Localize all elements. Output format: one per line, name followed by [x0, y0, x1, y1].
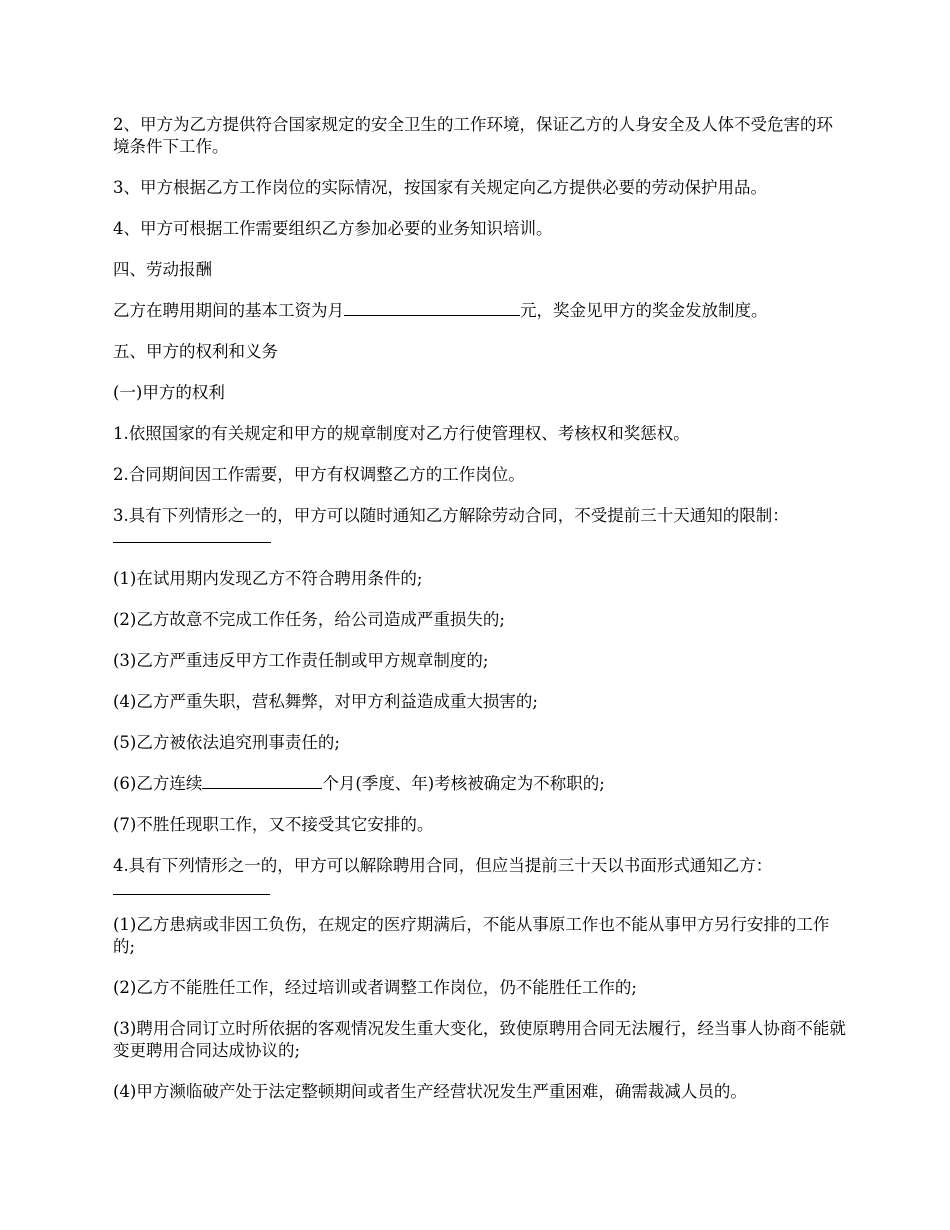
- consecutive-months-blank: [202, 773, 322, 789]
- consecutive-text-before: (6)乙方连续: [113, 774, 203, 793]
- paragraph-management-rights: 1.依照国家的有关规定和甲方的规章制度对乙方行使管理权、考核权和奖惩权。: [113, 424, 690, 443]
- paragraph-protective-equipment: 3、甲方根据乙方工作岗位的实际情况，按国家有关规定向乙方提供必要的劳动保护用品。: [113, 178, 767, 197]
- paragraph-adjust-position: 2.合同期间因工作需要，甲方有权调整乙方的工作岗位。: [113, 465, 525, 484]
- paragraph-immediate-termination: [113, 505, 848, 549]
- paragraph-notice-termination: [113, 855, 848, 895]
- list-item-probation: (1)在试用期内发现乙方不符合聘用条件的;: [113, 569, 423, 588]
- list-item-unable: (2)乙方不能胜任工作，经过培训或者调整工作岗位，仍不能胜任工作的;: [113, 978, 637, 997]
- list-item-bankruptcy: (4)甲方濒临破产处于法定整顿期间或者生产经营状况发生严重困难，确需裁减人员的。: [113, 1082, 747, 1101]
- salary-text-before: 乙方在聘用期间的基本工资为月: [113, 301, 344, 320]
- list-item-criminal: (5)乙方被依法追究刑事责任的;: [113, 733, 340, 752]
- list-item-incompetent: (7)不胜任现职工作，又不接受其它安排的。: [113, 815, 434, 834]
- paragraph-basic-salary: [113, 300, 848, 322]
- document-page: [113, 114, 848, 1122]
- immediate-termination-blank: [113, 527, 271, 543]
- notice-termination-blank: [113, 877, 270, 895]
- list-item-dereliction: (4)乙方严重失职，营私舞弊，对甲方利益造成重大损害的;: [113, 692, 538, 711]
- list-item-violation: (3)乙方严重违反甲方工作责任制或甲方规章制度的;: [113, 651, 489, 670]
- list-item-illness: (1)乙方患病或非因工负伤，在规定的医疗期满后，不能从事原工作也不能从事甲方另行安排的工作的;: [113, 915, 830, 956]
- salary-blank: [344, 300, 520, 316]
- list-item-consecutive-unqualified: [113, 773, 848, 795]
- immediate-termination-text: 3.具有下列情形之一的，甲方可以随时通知乙方解除劳动合同，不受提前三十天通知的限制：: [113, 506, 789, 525]
- paragraph-training: 4、甲方可根据工作需要组织乙方参加必要的业务知识培训。: [113, 219, 553, 238]
- salary-text-after: 元，奖金见甲方的奖金发放制度。: [520, 301, 768, 320]
- paragraph-safety-environment: 2、甲方为乙方提供符合国家规定的安全卫生的工作环境，保证乙方的人身安全及人体不受危害的环境条件下工作。: [113, 115, 833, 156]
- list-item-intentional-loss: (2)乙方故意不完成工作任务，给公司造成严重损失的;: [113, 610, 505, 629]
- section-heading-rights-obligations: 五、甲方的权利和义务: [113, 342, 278, 361]
- notice-termination-text: 4.具有下列情形之一的，甲方可以解除聘用合同，但应当提前三十天以书面形式通知乙方：: [113, 856, 773, 875]
- list-item-circumstance-change: (3)聘用合同订立时所依据的客观情况发生重大变化，致使原聘用合同无法履行，经当事人协商不能就变更聘用合同达成协议的;: [113, 1019, 846, 1060]
- subsection-heading-rights: (一)甲方的权利: [113, 383, 225, 402]
- section-heading-remuneration: 四、劳动报酬: [113, 260, 212, 279]
- consecutive-text-after: 个月(季度、年)考核被确定为不称职的;: [322, 774, 605, 793]
